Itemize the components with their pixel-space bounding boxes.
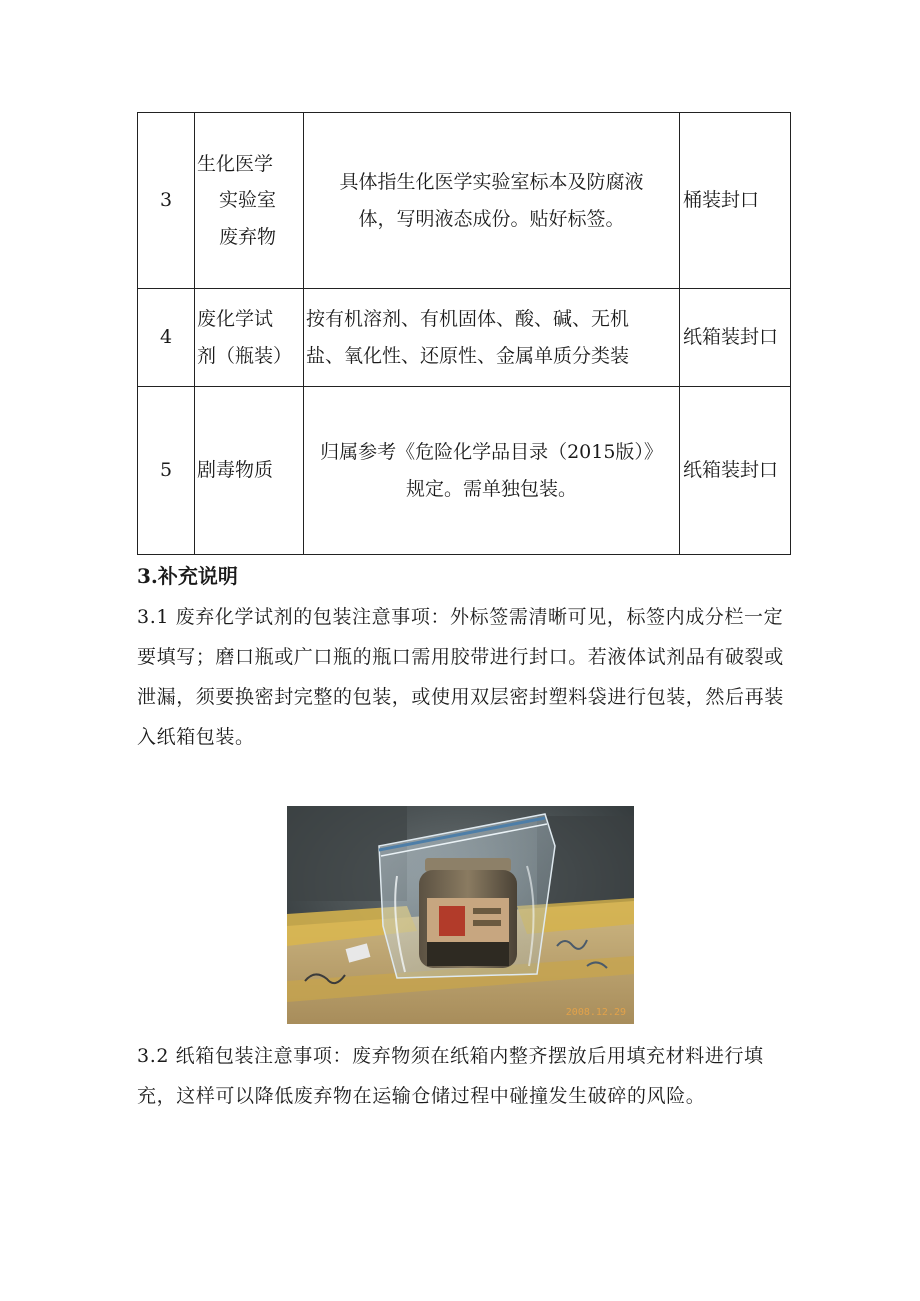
packaging-method: 纸箱装封口 <box>680 387 791 555</box>
waste-classification-table <box>137 112 791 555</box>
waste-description <box>304 387 680 555</box>
packaging-method: 纸箱装封口 <box>680 289 791 387</box>
description-line: 体，写明液态成份。贴好标签。 <box>358 207 625 230</box>
description-line: 按有机溶剂、有机固体、酸、碱、无机 <box>306 308 630 331</box>
row-number: 4 <box>138 289 195 387</box>
waste-name <box>195 387 304 555</box>
waste-name <box>195 113 304 289</box>
description-line: 盐、氧化性、还原性、金属单质分类装 <box>306 344 630 367</box>
waste-name-line: 生化医学 <box>197 153 274 176</box>
waste-description <box>304 113 680 289</box>
paragraph-3-1: 3.1 废弃化学试剂的包装注意事项：外标签需清晰可见，标签内成分栏一定要填写；磨口瓶或广口瓶的瓶口需用胶带进行封口。若液体试剂品有破裂或泄漏，须要换密封完整的包装，或使用双层密封塑料袋进行包装，然后再装入纸箱包装。 <box>137 606 784 748</box>
waste-name-line: 剧毒物质 <box>197 459 274 482</box>
paragraph-3-2: 3.2 纸箱包装注意事项：废弃物须在纸箱内整齐摆放后用填充材料进行填充，这样可以降低废弃物在运输仓储过程中碰撞发生破碎的风险。 <box>137 1045 764 1107</box>
waste-description <box>304 289 680 387</box>
waste-name-line: 实验室 <box>219 189 277 212</box>
sealed-reagent-bag-photo <box>287 806 634 1024</box>
table-row <box>138 387 791 555</box>
waste-name <box>195 289 304 387</box>
photo-date-stamp: 2008.12.29 <box>565 1007 626 1018</box>
section-title: 3.补充说明 <box>137 564 238 588</box>
description-line: 具体指生化医学实验室标本及防腐液 <box>339 171 644 194</box>
packaging-method: 桶装封口 <box>680 113 791 289</box>
description-line: 规定。需单独包装。 <box>405 477 577 500</box>
row-number: 5 <box>138 387 195 555</box>
description-line: 归属参考《危险化学品目录（2015版）》 <box>320 441 663 464</box>
waste-name-line: 废弃物 <box>219 225 277 248</box>
table-row <box>138 289 791 387</box>
row-number: 3 <box>138 113 195 289</box>
table-row <box>138 113 791 289</box>
photo-illustration <box>287 806 634 1024</box>
waste-name-line: 废化学试 <box>197 308 274 331</box>
waste-name-line: 剂（瓶装） <box>197 344 293 367</box>
